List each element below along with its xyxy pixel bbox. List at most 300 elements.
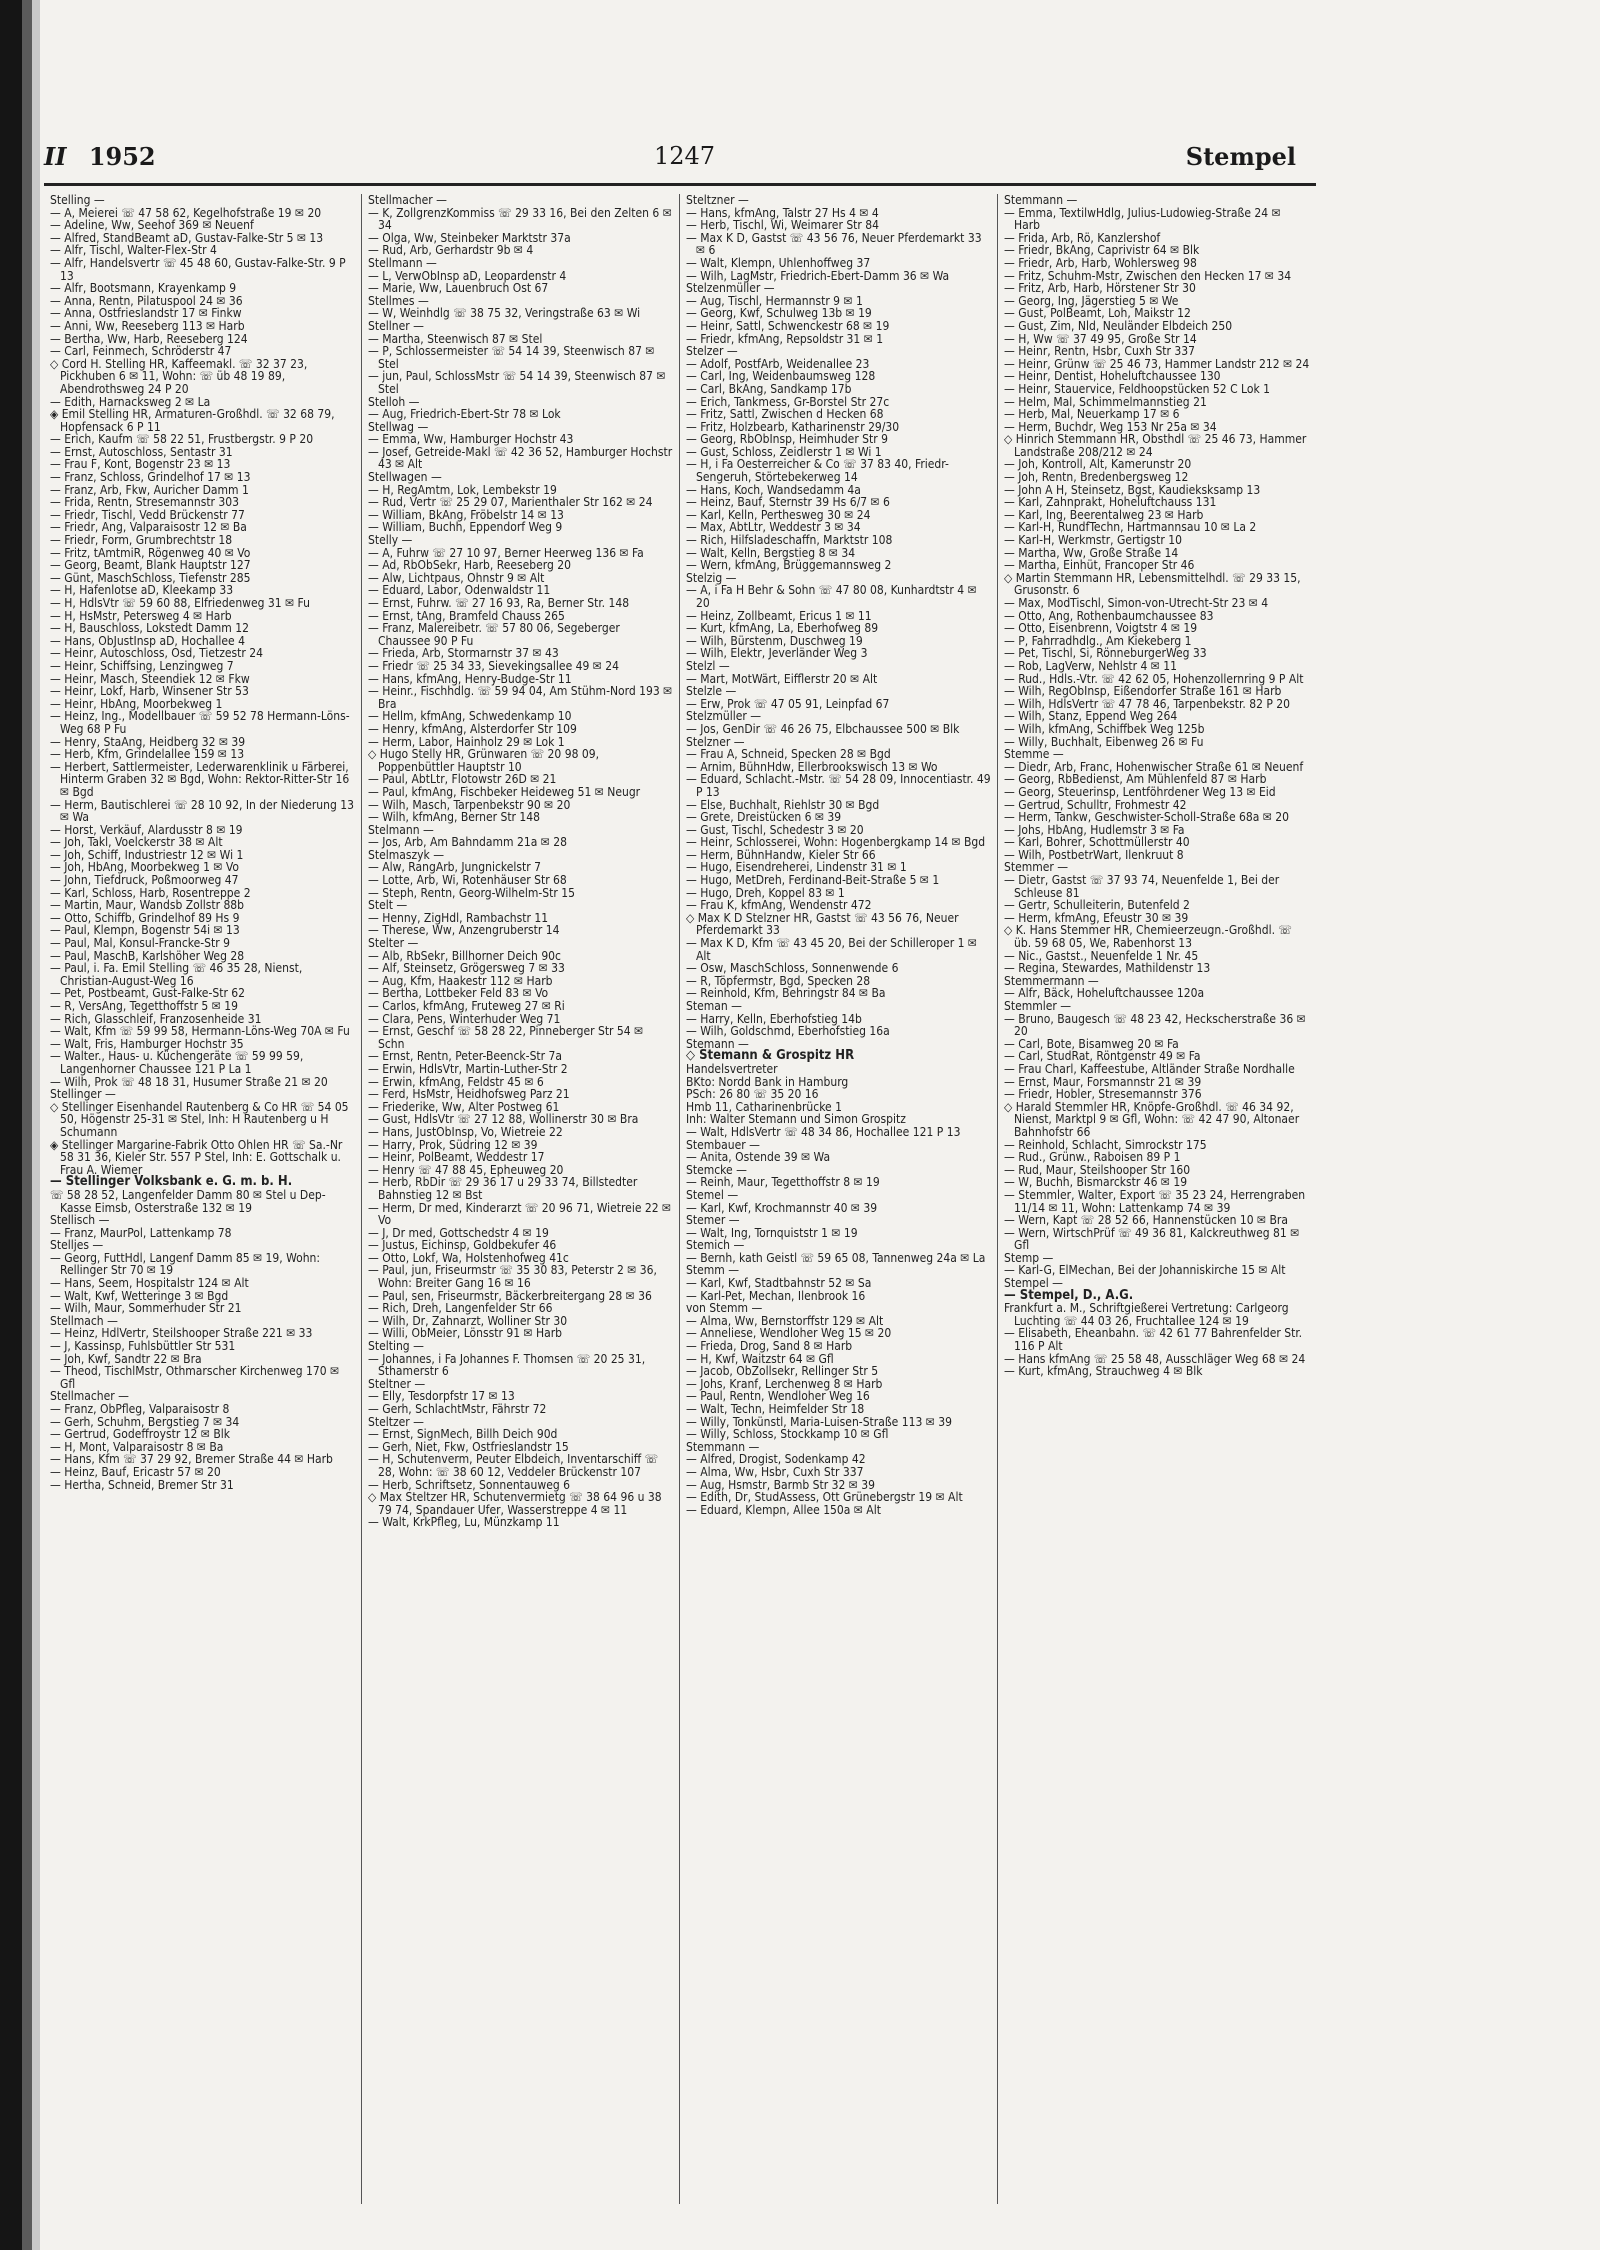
- directory-entry: — Max K D, Kfm ☏ 43 45 20, Bei der Schilleroper 1 ✉ Alt: [686, 936, 977, 963]
- directory-entry: — Anna, Ostfrieslandstr 17 ✉ Finkw: [50, 306, 242, 321]
- directory-entry: — R, Töpfermstr, Bgd, Specken 28: [686, 973, 871, 988]
- directory-entry: — Karl, Kelln, Perthesweg 30 ✉ 24: [686, 507, 871, 522]
- directory-entry: — Mart, MotWärt, Eifflerstr 20 ✉ Alt: [686, 671, 878, 686]
- directory-entry: — William, Buchh, Eppendorf Weg 9: [368, 520, 563, 535]
- directory-entry: Stelting —: [368, 1339, 424, 1354]
- directory-entry: — Wilh, RegObInsp, Eißendorfer Straße 161 ✉ Harb: [1004, 684, 1282, 699]
- directory-entry: — Hans, kfmAng, Talstr 27 Hs 4 ✉ 4: [686, 205, 879, 220]
- directory-entry: — Rud., Grünw., Raboisen 89 P 1: [1004, 1150, 1181, 1165]
- directory-entry: — Alfr, Handelsvertr ☏ 45 48 60, Gustav-Falke-Str. 9 P 13: [50, 255, 346, 283]
- directory-entry: Stelt —: [368, 898, 408, 913]
- directory-entry: ◈ Stellinger Margarine-Fabrik Otto Ohlen HR ☏ Sa.-Nr 58 31 36, Kieler Str. 557 P Stel, Inh: E. Gottschalk u. Frau A. Wiemer: [50, 1137, 343, 1177]
- directory-entry: — Anneliese, Wendloher Weg 15 ✉ 20: [686, 1326, 892, 1341]
- directory-entry: — Wilh, kfmAng, Berner Str 148: [368, 810, 541, 825]
- directory-entry: — Joh, Kwf, Sandtr 22 ✉ Bra: [50, 1351, 202, 1366]
- directory-entry: Steltzer —: [368, 1414, 424, 1429]
- directory-entry: — Carl, BkAng, Sandkamp 17b: [686, 381, 852, 396]
- directory-entry: — Wilh, Bürstenm, Duschweg 19: [686, 633, 863, 648]
- directory-entry: ◈ Emil Stelling HR, Armaturen-Großhdl. ☏ 32 68 79, Hopfensack 6 P 11: [50, 407, 335, 434]
- directory-entry: — Adeline, Ww, Seehof 369 ✉ Neuenf: [50, 218, 254, 233]
- directory-entry: — Edith, Dr, StudAssess, Ott Grünebergstr 19 ✉ Alt: [686, 1490, 963, 1505]
- directory-entry: Stemmler —: [1004, 999, 1072, 1013]
- directory-entry: Stelzl —: [686, 658, 730, 673]
- directory-entry: — Walt, KrkPfleg, Lu, Münzkamp 11: [368, 1515, 560, 1530]
- directory-entry: — Joh, Takl, Voelckerstr 38 ✉ Alt: [50, 835, 223, 850]
- directory-entry: — Otto, Ang, Rothenbaumchaussee 83: [1004, 608, 1214, 623]
- directory-entry: — Heinr, Dentist, Hoheluftchaussee 130: [1004, 369, 1221, 384]
- directory-entry: — Franz, Arb, Fkw, Auricher Damm 1: [50, 482, 249, 497]
- directory-entry: Stellwag —: [368, 419, 429, 434]
- column-3: [680, 194, 998, 2204]
- directory-entry: — Ernst, SignMech, Billh Deich 90d: [368, 1427, 558, 1442]
- directory-entry: — Otto, Eisenbrenn, Voigtstr 4 ✉ 19: [1004, 621, 1198, 636]
- header-rule: [44, 183, 1316, 186]
- directory-entry: — Johs, HbAng, Hudlemstr 3 ✉ Fa: [1004, 822, 1185, 837]
- directory-entry: — Karl, Zahnprakt, Hoheluftchauss 131: [1004, 495, 1217, 510]
- directory-entry: — Gertrud, Godeffroystr 12 ✉ Blk: [50, 1427, 230, 1442]
- directory-entry: — Wilh, Masch, Tarpenbekstr 90 ✉ 20: [368, 797, 571, 812]
- directory-entry: Hmb 11, Catharinenbrücke 1: [686, 1099, 842, 1114]
- directory-entry: — Fritz, tAmtmiR, Rögenweg 40 ✉ Vo: [50, 545, 251, 560]
- directory-entry: — L, VerwObInsp aD, Leopardenstr 4: [368, 268, 567, 283]
- directory-entry: — Herm, Buchdr, Weg 153 Nr 25a ✉ 34: [1004, 419, 1217, 434]
- directory-entry: — Wilh, Maur, Sommerhuder Str 21: [50, 1301, 242, 1316]
- directory-entry: — Herm, Dr med, Kinderarzt ☏ 20 96 71, Wietreie 22 ✉ Vo: [368, 1200, 672, 1228]
- directory-entry: — Grete, Dreistücken 6 ✉ 39: [686, 810, 842, 825]
- directory-entry: — Erich, Kaufm ☏ 58 22 51, Frustbergstr. 9 P 20: [50, 432, 314, 447]
- directory-entry: — Josef, Getreide-Makl ☏ 42 36 52, Hamburger Hochstr 43 ✉ Alt: [368, 444, 673, 472]
- directory-entry: — Gust, Tischl, Schedestr 3 ✉ 20: [686, 822, 864, 837]
- directory-entry: — Rud, Maur, Steilshooper Str 160: [1004, 1162, 1191, 1177]
- directory-entry: — Georg, Ing, Jägerstieg 5 ✉ We: [1004, 293, 1179, 308]
- directory-entry: — Wilh, Elektr, Jeverländer Weg 3: [686, 646, 868, 661]
- directory-entry: — Karl, Kwf, Stadtbahnstr 52 ✉ Sa: [686, 1276, 872, 1291]
- directory-entry: — Heinz, HdlVertr, Steilshooper Straße 221 ✉ 33: [50, 1326, 313, 1341]
- directory-entry: — H, Kwf, Waitzstr 64 ✉ Gfl: [686, 1351, 834, 1366]
- directory-entry: — Hellm, kfmAng, Schwedenkamp 10: [368, 709, 572, 724]
- directory-entry: — Hans kfmAng ☏ 25 58 48, Ausschläger Weg 68 ✉ 24: [1004, 1351, 1306, 1366]
- directory-entry: — Alfr, Tischl, Walter-Flex-Str 4: [50, 243, 217, 258]
- directory-entry: — Bernh, kath Geistl ☏ 59 65 08, Tannenweg 24a ✉ La: [686, 1250, 986, 1265]
- page-roman-numeral: II: [44, 142, 67, 171]
- directory-entry: — Eduard, Klempn, Allee 150a ✉ Alt: [686, 1502, 881, 1517]
- directory-entry: — jun, Paul, SchlossMstr ☏ 54 14 39, Steenwisch 87 ✉ Stel: [368, 369, 666, 396]
- directory-entry: — Paul, Mal, Konsul-Francke-Str 9: [50, 936, 230, 951]
- book-spine-shadow: [0, 0, 22, 2250]
- directory-entry: — Wilh, Goldschmd, Eberhofstieg 16a: [686, 1024, 890, 1039]
- directory-entry: — H, Schutenverm, Peuter Elbdeich, Inventarschiff ☏ 28, Wohn: ☏ 38 60 12, Veddeler Brückenstr 107: [368, 1452, 659, 1479]
- directory-entry: — H, HdlsVtr ☏ 59 60 88, Elfriedenweg 31 ✉ Fu: [50, 596, 310, 610]
- directory-entry: — Friedr, Form, Grumbrechtstr 18: [50, 533, 233, 548]
- directory-entry: — Günt, MaschSchloss, Tiefenstr 285: [50, 570, 251, 585]
- directory-entry: — Hans, Seem, Hospitalstr 124 ✉ Alt: [50, 1276, 249, 1291]
- directory-entry: — Herm, Tankw, Geschwister-Scholl-Straße 68a ✉ 20: [1004, 810, 1290, 825]
- directory-entry: — Jos, Arb, Am Bahndamm 21a ✉ 28: [368, 835, 567, 850]
- directory-entry: — Wilh, Stanz, Eppend Weg 264: [1004, 709, 1178, 724]
- directory-entry: Stemmann —: [1004, 194, 1078, 207]
- directory-entry: ◇ Max K D Stelzner HR, Gastst ☏ 43 56 76, Neuer Pferdemarkt 33: [686, 910, 959, 938]
- directory-entry: — Herm, Bautischlerei ☏ 28 10 92, In der Niederung 13 ✉ Wa: [50, 797, 354, 825]
- directory-entry: ◇ K. Hans Stemmer HR, Chemieerzeugn.-Großhdl. ☏ üb. 59 68 05, We, Rabenhorst 13: [1004, 923, 1292, 951]
- directory-entry: — Alfred, StandBeamt aD, Gustav-Falke-Str 5 ✉ 13: [50, 230, 324, 245]
- directory-entry: — Ernst, Fuhrw. ☏ 27 16 93, Ra, Berner Str. 148: [368, 596, 630, 610]
- directory-entry: — Herm, kfmAng, Efeustr 30 ✉ 39: [1004, 910, 1189, 925]
- directory-entry: — H, Hafenlotse aD, Kleekamp 33: [50, 583, 234, 598]
- directory-entry: — Carl, Bote, Bisamweg 20 ✉ Fa: [1004, 1036, 1179, 1051]
- directory-entry: — Kurt, kfmAng, La, Eberhofweg 89: [686, 621, 879, 636]
- directory-entry: — Willy, Schloss, Stockkamp 10 ✉ Gfl: [686, 1427, 889, 1442]
- directory-entry: — Georg, Beamt, Blank Hauptstr 127: [50, 558, 251, 573]
- directory-entry: — Rud., Hdls.-Vtr. ☏ 42 62 05, Hohenzollernring 9 P Alt: [1004, 671, 1304, 686]
- directory-entry: Stempel —: [1004, 1276, 1063, 1291]
- directory-entry: — Wilh, Dr, Zahnarzt, Wolliner Str 30: [368, 1313, 568, 1328]
- directory-entry: — John A H, Steinsetz, Bgst, Kaudieksksamp 13: [1004, 482, 1261, 497]
- directory-entry: — Walt, Kwf, Wetteringe 3 ✉ Bgd: [50, 1288, 229, 1303]
- directory-entry: — Stempel, D., A.G.: [1004, 1287, 1134, 1303]
- directory-entry: — Stemmler, Walter, Export ☏ 35 23 24, Herrengraben 11/14 ✉ 11, Wohn: Lattenkamp 74 ✉ 39: [1004, 1187, 1306, 1215]
- directory-entry: — H, Bauschloss, Lokstedt Damm 12: [50, 621, 249, 636]
- directory-entry: — Wilh, LagMstr, Friedrich-Ebert-Damm 36 ✉ Wa: [686, 268, 950, 283]
- directory-entry: — Alfred, Drogist, Sodenkamp 42: [686, 1452, 866, 1467]
- directory-entry: Steltzner —: [686, 194, 749, 207]
- directory-entry: ◇ Cord H. Stelling HR, Kaffeemakl. ☏ 32 37 23, Pickhuben 6 ✉ 11, Wohn: ☏ üb 48 19 89, Abendrothsweg 24 P 20: [50, 356, 308, 396]
- directory-entry: — Reinhold, Schlacht, Simrockstr 175: [1004, 1137, 1207, 1152]
- directory-entry: — P, Schlossermeister ☏ 54 14 39, Steenwisch 87 ✉ Stel: [368, 344, 655, 371]
- directory-entry: — Heinr, PolBeamt, Weddestr 17: [368, 1150, 545, 1165]
- directory-entry: — W, Buchh, Bismarckstr 46 ✉ 19: [1004, 1175, 1188, 1190]
- directory-entry: — Karl, Schloss, Harb, Rosentreppe 2: [50, 885, 251, 900]
- directory-entry: — Fritz, Arb, Harb, Hörstener Str 30: [1004, 281, 1196, 296]
- directory-entry: — Henry, StaAng, Heidberg 32 ✉ 39: [50, 734, 246, 749]
- directory-entry: Stellner —: [368, 318, 424, 333]
- directory-entry: — Hertha, Schneid, Bremer Str 31: [50, 1477, 234, 1492]
- directory-entry: — Regina, Stewardes, Mathildenstr 13: [1004, 961, 1211, 976]
- directory-entry: Stelly —: [368, 533, 413, 548]
- directory-entry: — Willy, Tonkünstl, Maria-Luisen-Straße 113 ✉ 39: [686, 1414, 952, 1429]
- directory-entry: — Friedr, kfmAng, Repsoldstr 31 ✉ 1: [686, 331, 884, 346]
- directory-entry: Stelmaszyk —: [368, 847, 445, 862]
- directory-entry: — Elisabeth, Eheanbahn. ☏ 42 61 77 Bahrenfelder Str. 116 P Alt: [1004, 1326, 1303, 1354]
- directory-entry: — Walt, Techn, Heimfelder Str 18: [686, 1402, 865, 1416]
- directory-entry: — Adolf, PostfArb, Weidenallee 23: [686, 356, 870, 371]
- directory-entry: — Walt, Kelln, Bergstieg 8 ✉ 34: [686, 545, 856, 560]
- directory-entry: — Max K D, Gastst ☏ 43 56 76, Neuer Pferdemarkt 33 ✉ 6: [686, 230, 982, 258]
- directory-entry: — Herb, Tischl, Wi, Weimarer Str 84: [686, 218, 880, 233]
- directory-entry: — Walt, Klempn, Uhlenhoffweg 37: [686, 255, 871, 270]
- directory-entry: Stellisch —: [50, 1213, 110, 1228]
- directory-entry: — Fritz, Holzbearb, Katharinenstr 29/30: [686, 419, 900, 434]
- directory-entry: — Emma, TextilwHdlg, Julius-Ludowieg-Straße 24 ✉ Harb: [1004, 205, 1281, 233]
- directory-entry: — Henry ☏ 47 88 45, Epheuweg 20: [368, 1162, 564, 1177]
- directory-entry: Stelzenmüller —: [686, 281, 775, 296]
- directory-entry: — W, Weinhdlg ☏ 38 75 32, Veringstraße 63 ✉ Wi: [368, 306, 641, 321]
- directory-entry: — Pet, Tischl, Si, RönneburgerWeg 33: [1004, 646, 1207, 661]
- directory-entry: — Friedr, Arb, Harb, Wohlersweg 98: [1004, 255, 1197, 270]
- directory-entry: — Anni, Ww, Reeseberg 113 ✉ Harb: [50, 318, 245, 333]
- directory-entry: — Erwin, kfmAng, Feldstr 45 ✉ 6: [368, 1074, 544, 1089]
- directory-entry: — Emma, Ww, Hamburger Hochstr 43: [368, 432, 574, 447]
- directory-entry: — J, Dr med, Gottschedstr 4 ✉ 19: [368, 1225, 549, 1240]
- directory-entry: Stelling —: [50, 194, 105, 207]
- directory-entry: — Olga, Ww, Steinbeker Marktstr 37a: [368, 230, 571, 245]
- directory-entry: Stemmer —: [1004, 860, 1069, 875]
- directory-entry: — Friederike, Ww, Alter Postweg 61: [368, 1099, 560, 1114]
- directory-entry: — Bertha, Ww, Harb, Reeseberg 124: [50, 331, 248, 346]
- directory-entry: — Gerh, SchlachtMstr, Fährstr 72: [368, 1402, 547, 1416]
- directory-entry: — Frau F, Kont, Bogenstr 23 ✉ 13: [50, 457, 231, 472]
- directory-entry: Stelljes —: [50, 1238, 104, 1253]
- column-1: [44, 194, 362, 2204]
- directory-entry: — Heinr, Lokf, Harb, Winsener Str 53: [50, 684, 249, 699]
- directory-entry: — Erich, Tankmess, Gr-Borstel Str 27c: [686, 394, 890, 409]
- directory-entry: — Rud, Vertr ☏ 25 29 07, Marienthaler Str 162 ✉ 24: [368, 495, 653, 510]
- directory-entry: — Frida, Arb, Rö, Kanzlershof: [1004, 230, 1161, 245]
- directory-entry: — Herb, Mal, Neuerkamp 17 ✉ 6: [1004, 407, 1180, 422]
- directory-entry: Stelzer —: [686, 344, 738, 359]
- directory-entry: — Walt, HdlsVertr ☏ 48 34 86, Hochallee 121 P 13: [686, 1124, 961, 1139]
- directory-entry: Steman —: [686, 999, 742, 1013]
- directory-entry: — Friedr, Tischl, Vedd Brückenstr 77: [50, 507, 245, 522]
- directory-entry: — Gertr, Schulleiterin, Butenfeld 2: [1004, 898, 1190, 913]
- directory-entry: — H, HsMstr, Petersweg 4 ✉ Harb: [50, 608, 232, 623]
- directory-entry: — Walt, Kfm ☏ 59 99 58, Hermann-Löns-Weg 70A ✉ Fu: [50, 1024, 350, 1039]
- directory-entry: — Paul, kfmAng, Fischbeker Heideweg 51 ✉ Neugr: [368, 784, 641, 799]
- directory-entry: — Dietr, Gastst ☏ 37 93 74, Neuenfelde 1, Bei der Schleuse 81: [1004, 873, 1280, 900]
- directory-entry: — Heinz, Bauf, Sternstr 39 Hs 6/7 ✉ 6: [686, 495, 890, 510]
- directory-entry: — Heinr, HbAng, Moorbekweg 1: [50, 696, 223, 711]
- directory-entry: — Justus, Eichinsp, Goldbekufer 46: [368, 1238, 557, 1253]
- directory-entry: — Heinr., Fischhdlg. ☏ 59 94 04, Am Stühm-Nord 193 ✉ Bra: [368, 684, 673, 711]
- directory-entry: — Wern, Kapt ☏ 28 52 66, Hannenstücken 10 ✉ Bra: [1004, 1213, 1288, 1228]
- directory-entry: — Eduard, Schlacht.-Mstr. ☏ 54 28 09, Innocentiastr. 49 P 13: [686, 772, 991, 799]
- directory-entry: — Heinz, Zollbeamt, Ericus 1 ✉ 11: [686, 608, 872, 623]
- directory-entry: — Stellinger Volksbank e. G. m. b. H.: [50, 1174, 293, 1190]
- directory-entry: — Heinr, Stauervice, Feldhoopstücken 52 C Lok 1: [1004, 381, 1270, 396]
- directory-entry: — Karl, Ing, Beerentalweg 23 ✉ Harb: [1004, 507, 1204, 522]
- directory-entry: — Hans, ObJustInsp aD, Hochallee 4: [50, 633, 245, 648]
- page-number: 1247: [654, 142, 716, 170]
- directory-entry: — Bruno, Baugesch ☏ 48 23 42, Heckscherstraße 36 ✉ 20: [1004, 1011, 1306, 1039]
- directory-entry: — Karl, Bohrer, Schottmüllerstr 40: [1004, 835, 1190, 850]
- directory-entry: — Alfr, Bäck, Hoheluftchaussee 120a: [1004, 986, 1205, 1001]
- directory-entry: — Carl, StudRat, Röntgenstr 49 ✉ Fa: [1004, 1049, 1201, 1064]
- directory-entry: Steltner —: [368, 1376, 426, 1391]
- directory-entry: — Heinr, Rentn, Hsbr, Cuxh Str 337: [1004, 344, 1195, 359]
- directory-entry: Stellmann —: [368, 255, 437, 270]
- directory-entry: — Carl, Ing, Weidenbaumsweg 128: [686, 369, 876, 384]
- directory-entry: — Franz, Malereibetr. ☏ 57 80 06, Segeberger Chaussee 90 P Fu: [368, 621, 620, 648]
- directory-entry: Stelloh —: [368, 394, 420, 409]
- directory-entry: — Georg, RbObInsp, Heimhuder Str 9: [686, 432, 888, 447]
- directory-entry: — Ernst, Autoschloss, Sentastr 31: [50, 444, 233, 459]
- directory-entry: — Aug, Hsmstr, Barmb Str 32 ✉ 39: [686, 1477, 875, 1492]
- directory-entry: — Frida, Rentn, Stresemannstr 303: [50, 495, 240, 510]
- directory-entry: — Ferd, HsMstr, Heidhofsweg Parz 21: [368, 1087, 570, 1102]
- directory-entry: — Hans, JustObInsp, Vo, Wietreie 22: [368, 1124, 563, 1139]
- directory-entry: — Erwin, HdlsVtr, Martin-Luther-Str 2: [368, 1061, 568, 1076]
- directory-entry: — Otto, Schiffb, Grindelhof 89 Hs 9: [50, 910, 240, 925]
- directory-entry: — Gertrud, Schulltr, Frohmestr 42: [1004, 797, 1187, 812]
- directory-entry: — Joh, HbAng, Moorbekweg 1 ✉ Vo: [50, 860, 239, 875]
- header-keyword: Stempel: [1185, 142, 1296, 171]
- directory-entry: Frankfurt a. M., Schriftgießerei Vertretung: Carlgeorg Luchting ☏ 44 03 26, Fruchtallee 124 ✉ 19: [1004, 1301, 1289, 1328]
- directory-entry: — Alw, Lichtpaus, Ohnstr 9 ✉ Alt: [368, 570, 545, 585]
- directory-entry: — Friedr, Hobler, Stresemannstr 376: [1004, 1087, 1202, 1102]
- directory-entry: — Ernst, Rentn, Peter-Beenck-Str 7a: [368, 1049, 562, 1064]
- directory-entry: — Friedr, Ang, Valparaisostr 12 ✉ Ba: [50, 520, 247, 535]
- directory-entry: — Diedr, Arb, Franc, Hohenwischer Straße 61 ✉ Neuenf: [1004, 759, 1304, 774]
- directory-entry: — P, Fahrradhdlg., Am Kiekeberg 1: [1004, 633, 1192, 648]
- year-label: 1952: [88, 142, 156, 171]
- directory-entry: Stellmacher —: [50, 1389, 129, 1404]
- directory-entry: — Theod, TischlMstr, Othmarscher Kirchenweg 170 ✉ Gfl: [50, 1364, 340, 1391]
- directory-entry: — Horst, Verkäuf, Alardusstr 8 ✉ 19: [50, 822, 243, 837]
- directory-entry: — Frau Charl, Kaffeestube, Altländer Straße Nordhalle: [1004, 1061, 1295, 1076]
- directory-entry: ◇ Max Steltzer HR, Schutenvermietg ☏ 38 64 96 u 38 79 74, Spandauer Ufer, Wasserstreppe 4 ✉ 11: [368, 1490, 662, 1517]
- directory-entry: — Fritz, Schuhm-Mstr, Zwischen den Hecken 17 ✉ 34: [1004, 268, 1292, 283]
- directory-entry: — Heinr, Schlosserei, Wohn: Hogenbergkamp 14 ✉ Bgd: [686, 835, 986, 850]
- directory-entry: — Herm, BühnHandw, Kieler Str 66: [686, 847, 876, 862]
- directory-columns: [44, 194, 1316, 2204]
- directory-entry: — Gust, HdlsVtr ☏ 27 12 88, Wollinerstr 30 ✉ Bra: [368, 1112, 639, 1127]
- directory-entry: — Max, ModTischl, Simon-von-Utrecht-Str 23 ✉ 4: [1004, 596, 1269, 610]
- directory-entry: von Stemm —: [686, 1301, 763, 1316]
- directory-entry: ☏ 58 28 52, Langenfelder Damm 80 ✉ Stel u Dep-Kasse Eimsb, Osterstraße 132 ✉ 19: [50, 1187, 326, 1215]
- directory-entry: — Joh, Rentn, Bredenbergsweg 12: [1004, 470, 1189, 485]
- directory-entry: — Herb, Schriftsetz, Sonnentauweg 6: [368, 1477, 570, 1492]
- directory-entry: — Carlos, kfmAng, Fruteweg 27 ✉ Ri: [368, 999, 565, 1013]
- directory-entry: BKto: Nordd Bank in Hamburg: [686, 1074, 849, 1089]
- directory-entry: — Karl-H, RundfTechn, Hartmannsau 10 ✉ La 2: [1004, 520, 1257, 535]
- directory-entry: Stemich —: [686, 1238, 745, 1253]
- directory-entry: — H, Mont, Valparaisostr 8 ✉ Ba: [50, 1439, 224, 1454]
- directory-entry: — Harry, Kelln, Eberhofstieg 14b: [686, 1011, 862, 1026]
- directory-entry: — Ernst, Maur, Forsmannstr 21 ✉ 39: [1004, 1074, 1202, 1089]
- directory-entry: — Helm, Mal, Schimmelmannstieg 21: [1004, 394, 1207, 409]
- directory-entry: — Carl, Feinmech, Schröderstr 47: [50, 344, 232, 359]
- directory-entry: — Jos, GenDir ☏ 46 26 75, Elbchaussee 500 ✉ Blk: [686, 721, 960, 736]
- directory-entry: — Therese, Ww, Anzengruberstr 14: [368, 923, 560, 938]
- directory-entry: — J, Kassinsp, Fuhlsbüttler Str 531: [50, 1339, 236, 1354]
- directory-entry: Stemmermann —: [1004, 973, 1099, 988]
- directory-entry: — Heinz, Bauf, Ericastr 57 ✉ 20: [50, 1464, 221, 1479]
- directory-entry: — Gust, PolBeamt, Loh, Maikstr 12: [1004, 306, 1191, 321]
- directory-entry: — Georg, RbBedienst, Am Mühlenfeld 87 ✉ Harb: [1004, 772, 1267, 787]
- directory-entry: — Rich, Glasschleif, Franzosenheide 31: [50, 1011, 262, 1026]
- directory-entry: Stembauer —: [686, 1137, 760, 1152]
- directory-entry: ◇ Stellinger Eisenhandel Rautenberg & Co HR ☏ 54 05 50, Högenstr 25-31 ✉ Stel, Inh: H Rautenberg u H Schumann: [50, 1099, 349, 1139]
- directory-entry: Stelzle —: [686, 684, 737, 699]
- directory-entry: — Franz, ObPfleg, Valparaisostr 8: [50, 1402, 230, 1416]
- directory-entry: — A, Meierei ☏ 47 58 62, Kegelhofstraße 19 ✉ 20: [50, 205, 322, 220]
- directory-entry: Stemel —: [686, 1187, 739, 1202]
- directory-entry: ◇ Harald Stemmler HR, Knöpfe-Großhdl. ☏ 46 34 92, Nienst, Marktpl 9 ✉ Gfl, Wohn: ☏ 42 47 90, Altonaer Bahnhofstr 66: [1004, 1099, 1300, 1139]
- directory-entry: — Frieda, Drog, Sand 8 ✉ Harb: [686, 1339, 853, 1354]
- directory-entry: Stemcke —: [686, 1162, 747, 1177]
- directory-entry: — Paul, sen, Friseurmstr, Bäckerbreitergang 28 ✉ 36: [368, 1288, 652, 1303]
- directory-entry: — Georg, FuttHdl, Langenf Damm 85 ✉ 19, Wohn: Rellinger Str 70 ✉ 19: [50, 1250, 321, 1278]
- directory-entry: — Franz, MaurPol, Lattenkamp 78: [50, 1225, 232, 1240]
- directory-entry: — Walt, Ing, Tornquiststr 1 ✉ 19: [686, 1225, 858, 1240]
- directory-entry: PSch: 26 80 ☏ 35 20 16: [686, 1087, 819, 1102]
- directory-entry: — K, ZollgrenzKommiss ☏ 29 33 16, Bei den Zelten 6 ✉ 34: [368, 205, 672, 233]
- directory-entry: — Gust, Schloss, Zeidlerstr 1 ✉ Wi 1: [686, 444, 882, 459]
- directory-entry: — Elly, Tesdorpfstr 17 ✉ 13: [368, 1389, 515, 1404]
- directory-entry: — Henny, ZigHdl, Rambachstr 11: [368, 910, 549, 925]
- directory-entry: — Gust, Zim, Nld, Neuländer Elbdeich 250: [1004, 318, 1233, 333]
- directory-entry: — Hugo, Dreh, Koppel 83 ✉ 1: [686, 885, 845, 900]
- directory-entry: — Wern, kfmAng, Brüggemannsweg 2: [686, 558, 892, 573]
- directory-entry: — Heinr, Sattl, Schwenckestr 68 ✉ 19: [686, 318, 890, 333]
- directory-entry: ◇ Hugo Stelly HR, Grünwaren ☏ 20 98 09, Poppenbüttler Hauptstr 10: [368, 747, 600, 774]
- directory-entry: Stelzner —: [686, 734, 745, 749]
- directory-entry: Stelmann —: [368, 822, 434, 837]
- directory-entry: — Georg, Kwf, Schulweg 13b ✉ 19: [686, 306, 872, 321]
- directory-entry: — Franz, Schloss, Grindelhof 17 ✉ 13: [50, 470, 251, 485]
- directory-entry: — Pet, Postbeamt, Gust-Falke-Str 62: [50, 986, 246, 1001]
- page-header: [44, 142, 1296, 180]
- directory-entry: — Paul, Klempn, Bogenstr 54i ✉ 13: [50, 923, 240, 938]
- directory-entry: — Wilh, Prok ☏ 48 18 31, Husumer Straße 21 ✉ 20: [50, 1074, 328, 1089]
- directory-entry: — Gerh, Niet, Fkw, Ostfrieslandstr 15: [368, 1439, 569, 1454]
- directory-entry: — Hans, Kfm ☏ 37 29 92, Bremer Straße 44 ✉ Harb: [50, 1452, 333, 1467]
- directory-entry: — Ernst, tAng, Bramfeld Chauss 265: [368, 608, 565, 623]
- directory-entry: — Walt, Fris, Hamburger Hochstr 35: [50, 1036, 244, 1051]
- directory-entry: Stemmann —: [686, 1439, 760, 1454]
- directory-entry: — Else, Buchhalt, Riehlstr 30 ✉ Bgd: [686, 797, 880, 812]
- directory-entry: — R, VersAng, Tegetthoffstr 5 ✉ 19: [50, 999, 238, 1013]
- directory-entry: — Joh, Kontroll, Alt, Kamerunstr 20: [1004, 457, 1192, 472]
- directory-entry: — Alf, Steinsetz, Grögersweg 7 ✉ 33: [368, 961, 565, 976]
- directory-entry: Stellmacher —: [368, 194, 447, 207]
- directory-entry: — H, i Fa Oesterreicher & Co ☏ 37 83 40, Friedr-Sengeruh, Störtebekerweg 14: [686, 457, 949, 485]
- directory-entry: Stellinger —: [50, 1087, 116, 1102]
- directory-entry: Stemann —: [686, 1036, 749, 1051]
- directory-entry: — Paul, Rentn, Wendloher Weg 16: [686, 1389, 870, 1404]
- directory-entry: — Johannes, i Fa Johannes F. Thomsen ☏ 20 25 31, Sthamerstr 6: [368, 1351, 646, 1379]
- directory-entry: — Wilh, kfmAng, Schiffbek Weg 125b: [1004, 721, 1205, 736]
- directory-entry: — Rich, Dreh, Langenfelder Str 66: [368, 1301, 553, 1316]
- directory-entry: — Friedr ☏ 25 34 33, Sievekingsallee 49 ✉ 24: [368, 658, 620, 673]
- directory-entry: — Martin, Maur, Wandsb Zollstr 88b: [50, 898, 245, 913]
- directory-entry: — Anna, Rentn, Pilatuspool 24 ✉ 36: [50, 293, 243, 308]
- directory-entry: — Bertha, Lottbeker Feld 83 ✉ Vo: [368, 986, 549, 1001]
- directory-entry: Handelsvertreter: [686, 1061, 778, 1076]
- directory-entry: — Rud, Arb, Gerhardstr 9b ✉ 4: [368, 243, 534, 258]
- directory-entry: — Reinh, Maur, Tegetthoffstr 8 ✉ 19: [686, 1175, 880, 1190]
- directory-entry: — Walter., Haus- u. Küchengeräte ☏ 59 99 59, Langenhorner Chaussee 121 P La 1: [50, 1049, 304, 1076]
- directory-entry: — Aug, Friedrich-Ebert-Str 78 ✉ Lok: [368, 407, 561, 422]
- directory-entry: — Georg, Steuerinsp, Lentföhrdener Weg 13 ✉ Eid: [1004, 784, 1276, 799]
- book-page-gutter: [32, 0, 40, 2250]
- directory-entry: — William, BkAng, Fröbelstr 14 ✉ 13: [368, 507, 564, 522]
- directory-entry: — Herb, RbDir ☏ 29 36 17 u 29 33 74, Billstedter Bahnstieg 12 ✉ Bst: [368, 1175, 638, 1202]
- directory-entry: Stemm —: [686, 1263, 739, 1278]
- directory-entry: — Marie, Ww, Lauenbruch Ost 67: [368, 281, 549, 296]
- directory-entry: — Eduard, Labor, Odenwaldstr 11: [368, 583, 551, 598]
- directory-entry: — Ernst, Geschf ☏ 58 28 22, Pinneberger Str 54 ✉ Schn: [368, 1024, 644, 1051]
- directory-entry: — Hans, kfmAng, Henry-Budge-Str 11: [368, 671, 572, 686]
- directory-entry: — Frieda, Arb, Stormarnstr 37 ✉ 43: [368, 646, 559, 661]
- directory-entry: — Joh, Schiff, Industriestr 12 ✉ Wi 1: [50, 847, 244, 862]
- directory-entry: ◇ Stemann & Grospitz HR: [686, 1048, 855, 1064]
- directory-entry: — Rob, LagVerw, Nehlstr 4 ✉ 11: [1004, 658, 1177, 673]
- directory-entry: — Nic., Gastst., Neuenfelde 1 Nr. 45: [1004, 948, 1199, 963]
- directory-entry: — Paul, AbtLtr, Flotowstr 26D ✉ 21: [368, 772, 557, 787]
- directory-entry: — Willi, ObMeier, Lönsstr 91 ✉ Harb: [368, 1326, 562, 1341]
- directory-entry: — Paul, jun, Friseurmstr ☏ 35 30 83, Peterstr 2 ✉ 36, Wohn: Breiter Gang 16 ✉ 16: [368, 1263, 657, 1291]
- directory-entry: — A, i Fa H Behr & Sohn ☏ 47 80 08, Kunhardtstr 4 ✉ 20: [686, 583, 977, 610]
